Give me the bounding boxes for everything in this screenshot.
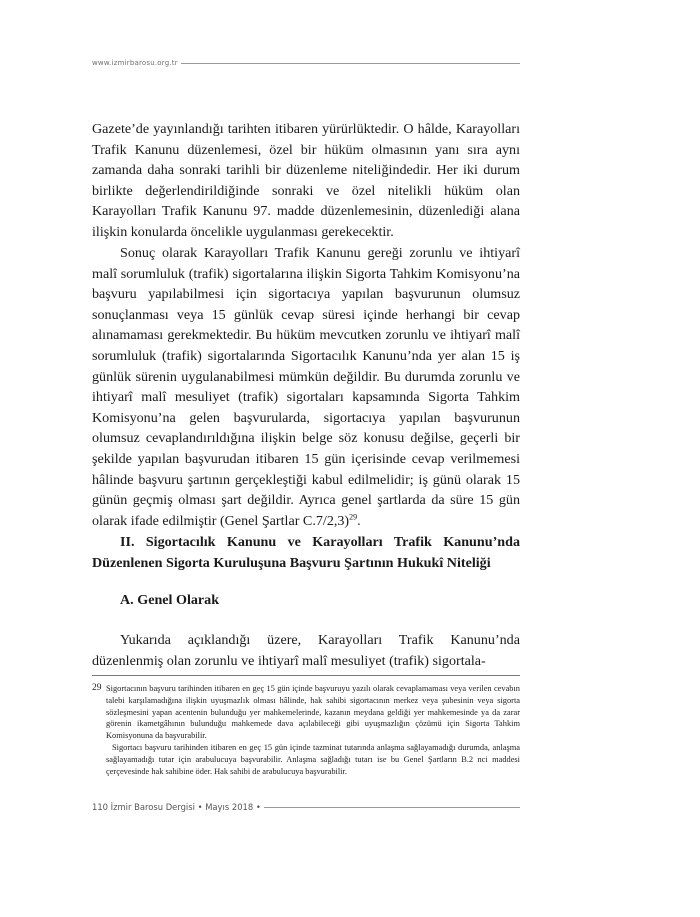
paragraph-2-body: Sonuç olarak Karayolları Trafik Kanunu gereği zorunlu ve ihtiyarî malî sorumluluk (trafik) sigortalarına ilişkin Sigorta Tahkim Komisyonu’na başvuru yapılabilmesi için sigortacıya yapılan başvurunun olumsuz sonuçlanması veya 15 günlük cevap süresi içinde herhangi bir cevap alınamaması gerekmektedir. Bu hüküm mevcutken zorunlu ve ihtiyarî malî sorumluluk (trafik) sigortalarında Sigortacılık Kanunu’nda yer alan 15 iş günlük sürenin uygulanabilmesi mümkün değildir. Bu durumda zorunlu ve ihtiyarî malî mesuliyet (trafik) sigortaları kapsamında Sigorta Tahkim Komisyonu’na gelen başvurularda, sigortacıya yapılan başvurunun olumsuz cevaplandırıldığına ilişkin belge söz konusu değilse, geçerli bir şekilde yapılan başvurudan itibaren 15 gün içerisinde cevap verilmemesi hâlinde başvuru şartının gerçekleştiği kabul edilmelidir; iş günü olarak 15 günün geçmiş olması şart değildir. Ayrıca genel şartlarda da süre 15 gün olarak ifade edilmiştir (Genel Şartlar C.7/2,3) xyxy=(92,245,520,529)
subsection-heading-text: A. Genel Olarak xyxy=(120,592,220,608)
paragraph-1-text: Gazete’de yayınlandığı tarihten itibaren yürürlüktedir. O hâlde, Karayolları Trafik Kanunu düzenlemesi, özel bir hüküm olmasının yanı sıra aynı zamanda daha sonraki tarihli bir düzenleme niteliğindedir. Her iki durum birlikte değerlendirildiğinde sonraki ve özel nitelikli hüküm olan Karayolları Trafik Kanunu 97. madde düzenlemesinin, düzenlediği alana ilişkin konularda öncelikle uygulanması gerekecektir. xyxy=(92,121,520,240)
paragraph-2-text: Sonuç olarak Karayolları Trafik Kanunu gereği zorunlu ve ihtiyarî malî sorumluluk (trafik) sigortalarına ilişkin Sigorta Tahkim Komisyonu’na başvuru yapılabilmesi için sigortacıya yapılan başvurunun olumsuz sonuçlanması veya 15 günlük cevap süresi içinde herhangi bir cevap alınamaması gerekmektedir. Bu hüküm mevcutken zorunlu ve ihtiyarî malî sorumluluk (trafik) sigortalarında Sigortacılık Kanunu’nda yer alan 15 iş günlük sürenin uygulanabilmesi mümkün değildir. Bu durumda zorunlu ve ihtiyarî malî mesuliyet (trafik) sigortaları kapsamında Sigorta Tahkim Komisyonu’na gelen başvurularda, sigortacıya yapılan başvurunun olumsuz cevaplandırıldığına ilişkin belge söz konusu değilse, geçerli bir şekilde yapılan başvurudan itibaren 15 gün içerisinde cevap verilmemesi hâlinde başvuru şartının gerçekleştiği kabul edilmelidir; iş günü olarak 15 günün geçmiş olması şart değildir. Ayrıca genel şartlarda da süre 15 gün olarak ifade edilmiştir (Genel Şartlar C.7/2,3)$^{29}$. xyxy=(92,245,520,529)
section-heading-text: II. Sigortacılık Kanunu ve Karayolları Trafik Kanunu’nda Düzenlenen Sigorta Kuruluşuna Başvuru Şartının Hukukî Niteliği xyxy=(92,534,520,571)
paragraph-3 xyxy=(92,630,520,671)
footnote-divider xyxy=(92,675,520,676)
footer-text: 110 İzmir Barosu Dergisi • Mayıs 2018 • xyxy=(92,802,261,812)
section-heading xyxy=(92,532,520,573)
header-rule xyxy=(181,63,520,64)
footnote xyxy=(92,683,520,777)
footnote-reference[interactable]: 29 xyxy=(349,512,358,522)
page-footer xyxy=(92,801,520,813)
header-url: www.izmirbarosu.org.tr xyxy=(92,59,178,67)
footnote-row xyxy=(92,683,520,777)
paragraph-1 xyxy=(92,119,520,243)
subsection-heading xyxy=(92,590,520,611)
page-header xyxy=(92,57,520,69)
footnote-text-1: Sigortacının başvuru tarihinden itibaren en geç 15 gün içinde başvuruyu yazılı olarak cevaplamaması veya verilen cevabın talebi karşılamadığına ilişkin uyuşmazlık olması hâlinde, hak sahibi sigortacının merkez veya şubesinin veya sigorta sözleşmesini yapan acentenin bulunduğu yer mahkemelerinde, kazanın meydana geldiği yer mahkemesinde ya da zarar görenin ikametgâhının bulunduğu mahkemede dava açılabileceği gibi uyuşmazlığın çözümü için Sigorta Tahkim Komisyonuna da başvurabilir. xyxy=(106,684,520,741)
footer-rule xyxy=(264,807,520,808)
footnote-number: 29 xyxy=(92,683,102,693)
paragraph-2 xyxy=(92,243,520,531)
footnote-text-2: Sigortacı başvuru tarihinden itibaren en geç 15 gün içinde tazminat tutarında anlaşma sağlayamadığı durumda, anlaşma sağlayamadığı tutar için arabulucuya başvurabilir. Anlaşma sağladığı tutarı ise bu Genel Şartların B.2 nci maddesi çerçevesinde hak sahibine öder. Hak sahibi de arabulucuya başvurabilir. xyxy=(106,742,520,776)
paragraph-3-text: Yukarıda açıklandığı üzere, Karayolları Trafik Kanunu’nda düzenlenmiş olan zorunlu ve ihtiyarî malî mesuliyet (trafik) sigortala- xyxy=(92,632,520,669)
